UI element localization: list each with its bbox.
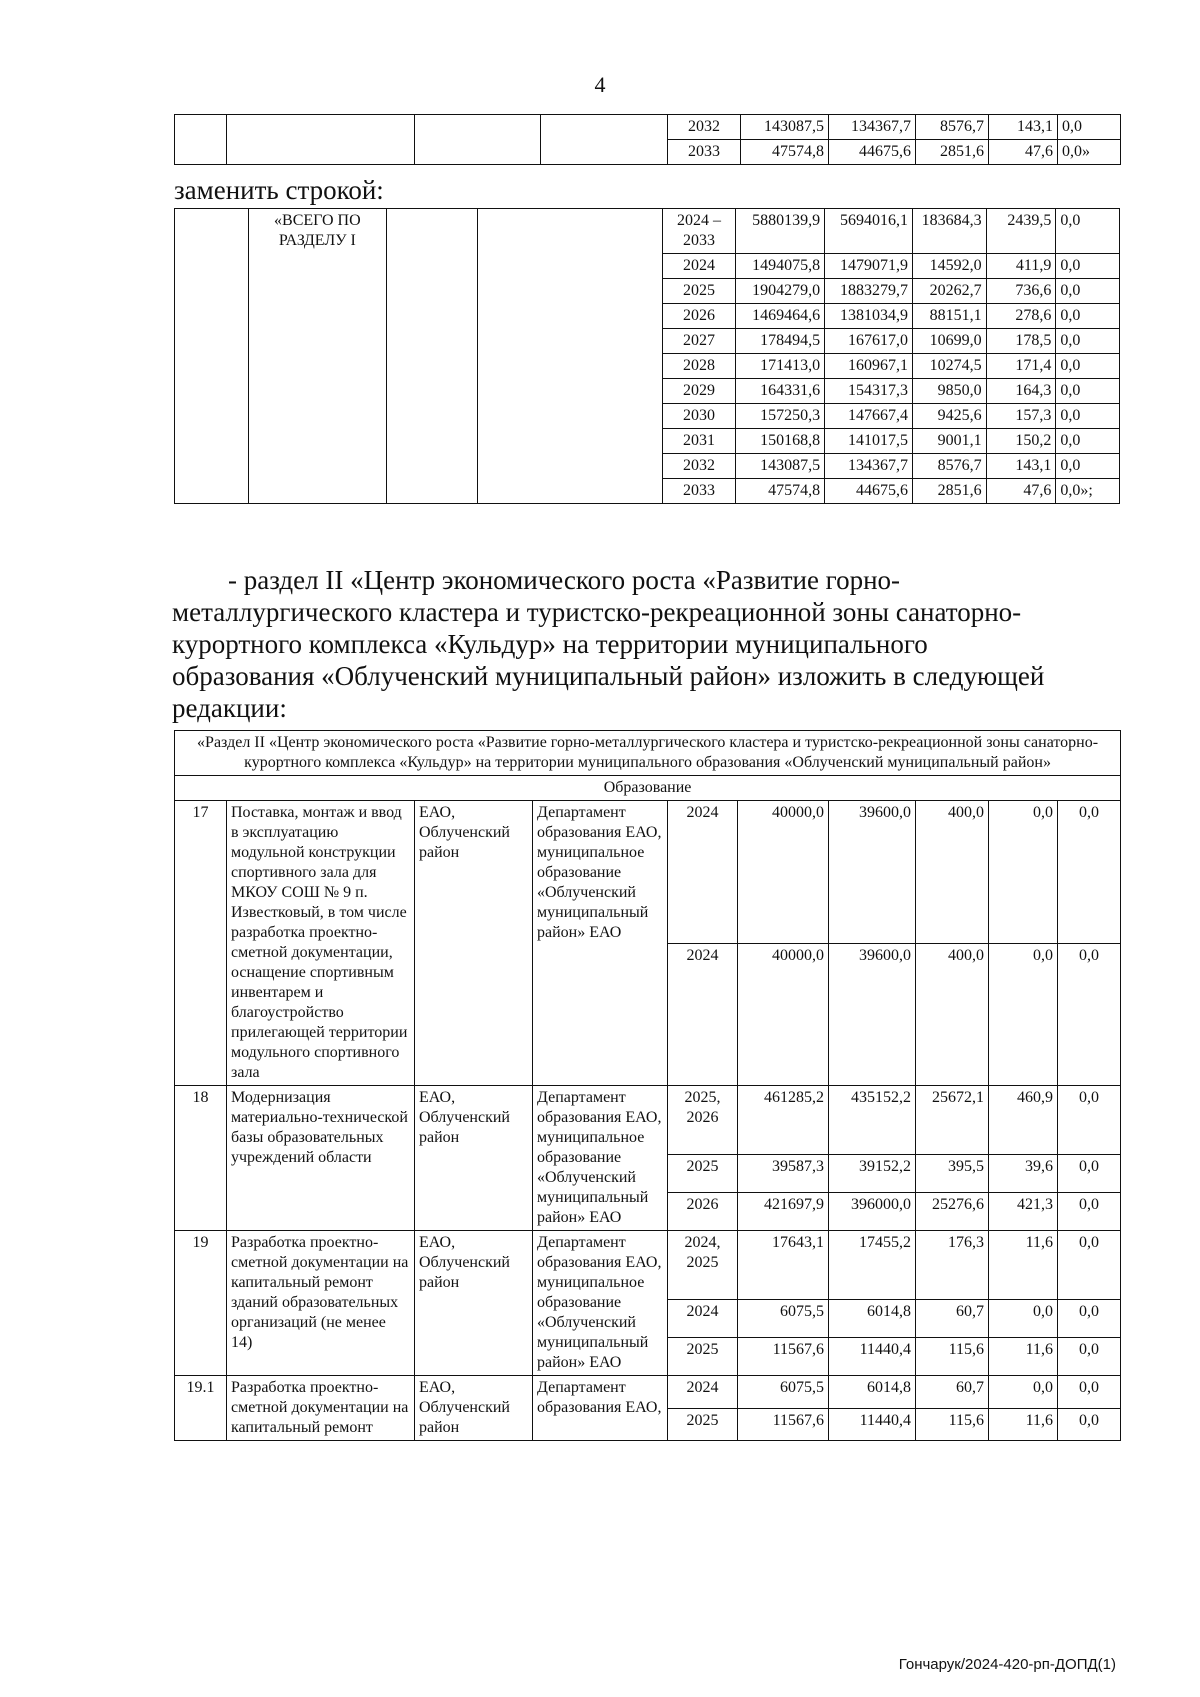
- value-cell: 0,0: [1058, 1154, 1121, 1192]
- empty-cell: [227, 115, 415, 165]
- empty-cell: [541, 115, 668, 165]
- value-cell: 9850,0: [912, 379, 986, 404]
- value-cell: 39600,0: [829, 943, 916, 1086]
- value-cell: 461285,2: [738, 1086, 829, 1155]
- item-number: 18: [175, 1086, 227, 1231]
- item-number: 19: [175, 1231, 227, 1376]
- table-row: [175, 209, 1120, 254]
- value-cell: 143,1: [989, 115, 1058, 140]
- value-cell: 0,0: [1056, 254, 1120, 279]
- year-cell: 2033: [668, 140, 741, 165]
- value-cell: 47,6: [986, 479, 1056, 504]
- value-cell: 278,6: [986, 304, 1056, 329]
- year-cell: 2024: [668, 1299, 738, 1337]
- value-cell: 47574,8: [736, 479, 825, 504]
- value-cell: 164331,6: [736, 379, 825, 404]
- empty-cell: [387, 209, 478, 504]
- value-cell: 160967,1: [825, 354, 913, 379]
- value-cell: 11,6: [989, 1408, 1058, 1441]
- value-cell: 40000,0: [738, 801, 829, 944]
- year-cell: 2026: [662, 304, 736, 329]
- value-cell: 39600,0: [829, 801, 916, 944]
- paragraph-line: курортного комплекса «Кульдур» на территории муниципального: [172, 629, 928, 659]
- year-cell: 2032: [668, 115, 741, 140]
- item-executor: Департамент образования ЕАО, муниципальное образование «Облученский муниципальный район» ЕАО: [533, 1231, 668, 1376]
- value-cell: 0,0: [989, 943, 1058, 1086]
- year-cell: 2025: [662, 279, 736, 304]
- value-cell: 134367,7: [825, 454, 913, 479]
- document-code: Гончарук/2024-420-рп-ДОПД(1): [898, 1656, 1116, 1673]
- item-number: 17: [175, 801, 227, 1086]
- value-cell: 1381034,9: [825, 304, 913, 329]
- value-cell: 60,7: [916, 1376, 989, 1409]
- value-cell: 10274,5: [912, 354, 986, 379]
- year-cell: 2033: [662, 479, 736, 504]
- table-row: [175, 801, 1121, 944]
- value-cell: 1883279,7: [825, 279, 913, 304]
- year-cell: 2031: [662, 429, 736, 454]
- value-cell: 0,0: [1056, 279, 1120, 304]
- item-location: ЕАО, Облученский район: [415, 1376, 533, 1441]
- total-label: «ВСЕГО ПО РАЗДЕЛУ I: [248, 209, 386, 504]
- section-title: «Раздел II «Центр экономического роста «Развитие горно-металлургического кластера и туристско-рекреационной зоны санаторно-курортного комплекса «Кульдур» на территории муниципального образования «Облученский муниципальный район»: [175, 731, 1121, 776]
- value-cell: 1904279,0: [736, 279, 825, 304]
- value-cell: 8576,7: [912, 454, 986, 479]
- value-cell: 0,0: [1058, 801, 1121, 944]
- value-cell: 1479071,9: [825, 254, 913, 279]
- year-cell: 2028: [662, 354, 736, 379]
- year-cell: 2025, 2026: [668, 1086, 738, 1155]
- paragraph-line: редакции:: [172, 693, 287, 723]
- value-cell: 9425,6: [912, 404, 986, 429]
- value-cell: 115,6: [916, 1337, 989, 1375]
- item-location: ЕАО, Облученский район: [415, 1086, 533, 1231]
- value-cell: 176,3: [916, 1231, 989, 1300]
- value-cell: 736,6: [986, 279, 1056, 304]
- total-table: [174, 208, 1120, 504]
- value-cell: 1469464,6: [736, 304, 825, 329]
- value-cell: 0,0: [1058, 1299, 1121, 1337]
- value-cell: 0,0»: [1058, 140, 1121, 165]
- amendment-paragraph: [172, 564, 1122, 724]
- item-executor: Департамент образования ЕАО, муниципальное образование «Облученский муниципальный район» ЕАО: [533, 801, 668, 1086]
- empty-cell: [477, 209, 662, 504]
- value-cell: 115,6: [916, 1408, 989, 1441]
- value-cell: 47574,8: [741, 140, 829, 165]
- table-row: [175, 731, 1121, 776]
- year-cell: 2029: [662, 379, 736, 404]
- value-cell: 25672,1: [916, 1086, 989, 1155]
- value-cell: 14592,0: [912, 254, 986, 279]
- value-cell: 171,4: [986, 354, 1056, 379]
- value-cell: 0,0: [1058, 1408, 1121, 1441]
- value-cell: 11440,4: [829, 1408, 916, 1441]
- value-cell: 39152,2: [829, 1154, 916, 1192]
- year-cell: 2026: [668, 1192, 738, 1230]
- year-cell: 2024: [668, 1376, 738, 1409]
- value-cell: 134367,7: [829, 115, 916, 140]
- value-cell: 44675,6: [829, 140, 916, 165]
- value-cell: 0,0: [1056, 379, 1120, 404]
- value-cell: 0,0: [1056, 354, 1120, 379]
- year-cell: 2032: [662, 454, 736, 479]
- value-cell: 141017,5: [825, 429, 913, 454]
- value-cell: 6014,8: [829, 1376, 916, 1409]
- value-cell: 0,0: [1056, 209, 1120, 254]
- table-row: [175, 1086, 1121, 1155]
- year-cell: 2025: [668, 1408, 738, 1441]
- item-location: ЕАО, Облученский район: [415, 1231, 533, 1376]
- value-cell: 11567,6: [738, 1408, 829, 1441]
- year-cell: 2027: [662, 329, 736, 354]
- value-cell: 0,0: [1056, 304, 1120, 329]
- value-cell: 6014,8: [829, 1299, 916, 1337]
- item-name: Модернизация материально-технической базы образовательных учреждений области: [227, 1086, 415, 1231]
- year-cell: 2024: [668, 801, 738, 944]
- year-cell: 2024 – 2033: [662, 209, 736, 254]
- value-cell: 11,6: [989, 1337, 1058, 1375]
- value-cell: 178,5: [986, 329, 1056, 354]
- value-cell: 400,0: [916, 801, 989, 944]
- top-table: [174, 114, 1121, 165]
- value-cell: 0,0: [1058, 943, 1121, 1086]
- value-cell: 178494,5: [736, 329, 825, 354]
- value-cell: 0,0: [1058, 1376, 1121, 1409]
- value-cell: 25276,6: [916, 1192, 989, 1230]
- value-cell: 11567,6: [738, 1337, 829, 1375]
- value-cell: 164,3: [986, 379, 1056, 404]
- value-cell: 0,0: [1056, 404, 1120, 429]
- value-cell: 20262,7: [912, 279, 986, 304]
- value-cell: 10699,0: [912, 329, 986, 354]
- item-executor: Департамент образования ЕАО,: [533, 1376, 668, 1441]
- value-cell: 171413,0: [736, 354, 825, 379]
- table-row: [175, 115, 1121, 140]
- paragraph-line: металлургического кластера и туристско-рекреационной зоны санаторно-: [172, 597, 1022, 627]
- value-cell: 460,9: [989, 1086, 1058, 1155]
- value-cell: 0,0: [989, 1299, 1058, 1337]
- year-cell: 2024: [668, 943, 738, 1086]
- item-number: 19.1: [175, 1376, 227, 1441]
- value-cell: 0,0: [1058, 1192, 1121, 1230]
- item-location: ЕАО, Облученский район: [415, 801, 533, 1086]
- value-cell: 44675,6: [825, 479, 913, 504]
- value-cell: 143087,5: [741, 115, 829, 140]
- value-cell: 6075,5: [738, 1376, 829, 1409]
- page-number: 4: [594, 72, 606, 97]
- year-cell: 2030: [662, 404, 736, 429]
- value-cell: 421697,9: [738, 1192, 829, 1230]
- year-cell: 2025: [668, 1337, 738, 1375]
- value-cell: 2851,6: [912, 479, 986, 504]
- value-cell: 0,0: [1056, 429, 1120, 454]
- value-cell: 2851,6: [916, 140, 989, 165]
- value-cell: 411,9: [986, 254, 1056, 279]
- value-cell: 5694016,1: [825, 209, 913, 254]
- item-name: Разработка проектно-сметной документации на капитальный ремонт: [227, 1376, 415, 1441]
- value-cell: 0,0: [1058, 1086, 1121, 1155]
- table-row: [175, 776, 1121, 801]
- value-cell: 147667,4: [825, 404, 913, 429]
- value-cell: 150168,8: [736, 429, 825, 454]
- section-table: [174, 730, 1121, 1441]
- section-subheader: Образование: [175, 776, 1121, 801]
- item-name: Поставка, монтаж и ввод в эксплуатацию модульной конструкции спортивного зала для МКОУ СОШ № 9 п. Известковый, в том числе разработка проектно-сметной документации, оснащение спортивным инвентарем и благоустройство прилегающей территории модульного спортивного зала: [227, 801, 415, 1086]
- year-cell: 2024, 2025: [668, 1231, 738, 1300]
- value-cell: 0,0: [1058, 115, 1121, 140]
- value-cell: 0,0: [1058, 1337, 1121, 1375]
- value-cell: 17643,1: [738, 1231, 829, 1300]
- value-cell: 154317,3: [825, 379, 913, 404]
- value-cell: 1494075,8: [736, 254, 825, 279]
- replace-caption: заменить строкой:: [174, 175, 384, 205]
- value-cell: 396000,0: [829, 1192, 916, 1230]
- value-cell: 88151,1: [912, 304, 986, 329]
- value-cell: 435152,2: [829, 1086, 916, 1155]
- value-cell: 17455,2: [829, 1231, 916, 1300]
- value-cell: 0,0: [1058, 1231, 1121, 1300]
- paragraph-line: - раздел II «Центр экономического роста «Развитие горно-: [228, 565, 901, 595]
- value-cell: 11,6: [989, 1231, 1058, 1300]
- value-cell: 47,6: [989, 140, 1058, 165]
- value-cell: 143,1: [986, 454, 1056, 479]
- value-cell: 157,3: [986, 404, 1056, 429]
- empty-cell: [175, 115, 227, 165]
- empty-cell: [175, 209, 249, 504]
- value-cell: 0,0: [1056, 329, 1120, 354]
- value-cell: 167617,0: [825, 329, 913, 354]
- value-cell: 150,2: [986, 429, 1056, 454]
- empty-cell: [415, 115, 541, 165]
- value-cell: 0,0: [1056, 454, 1120, 479]
- value-cell: 9001,1: [912, 429, 986, 454]
- value-cell: 8576,7: [916, 115, 989, 140]
- value-cell: 0,0: [989, 801, 1058, 944]
- value-cell: 0,0: [989, 1376, 1058, 1409]
- item-executor: Департамент образования ЕАО, муниципальное образование «Облученский муниципальный район» ЕАО: [533, 1086, 668, 1231]
- value-cell: 60,7: [916, 1299, 989, 1337]
- value-cell: 11440,4: [829, 1337, 916, 1375]
- value-cell: 39587,3: [738, 1154, 829, 1192]
- value-cell: 0,0»;: [1056, 479, 1120, 504]
- value-cell: 143087,5: [736, 454, 825, 479]
- value-cell: 2439,5: [986, 209, 1056, 254]
- value-cell: 400,0: [916, 943, 989, 1086]
- year-cell: 2024: [662, 254, 736, 279]
- table-row: [175, 1376, 1121, 1409]
- value-cell: 395,5: [916, 1154, 989, 1192]
- value-cell: 183684,3: [912, 209, 986, 254]
- table-row: [175, 1231, 1121, 1300]
- value-cell: 40000,0: [738, 943, 829, 1086]
- value-cell: 5880139,9: [736, 209, 825, 254]
- year-cell: 2025: [668, 1154, 738, 1192]
- item-name: Разработка проектно-сметной документации на капитальный ремонт зданий образовательных организаций (не менее 14): [227, 1231, 415, 1376]
- value-cell: 39,6: [989, 1154, 1058, 1192]
- value-cell: 421,3: [989, 1192, 1058, 1230]
- paragraph-line: образования «Облученский муниципальный район» изложить в следующей: [172, 661, 1045, 691]
- value-cell: 6075,5: [738, 1299, 829, 1337]
- value-cell: 157250,3: [736, 404, 825, 429]
